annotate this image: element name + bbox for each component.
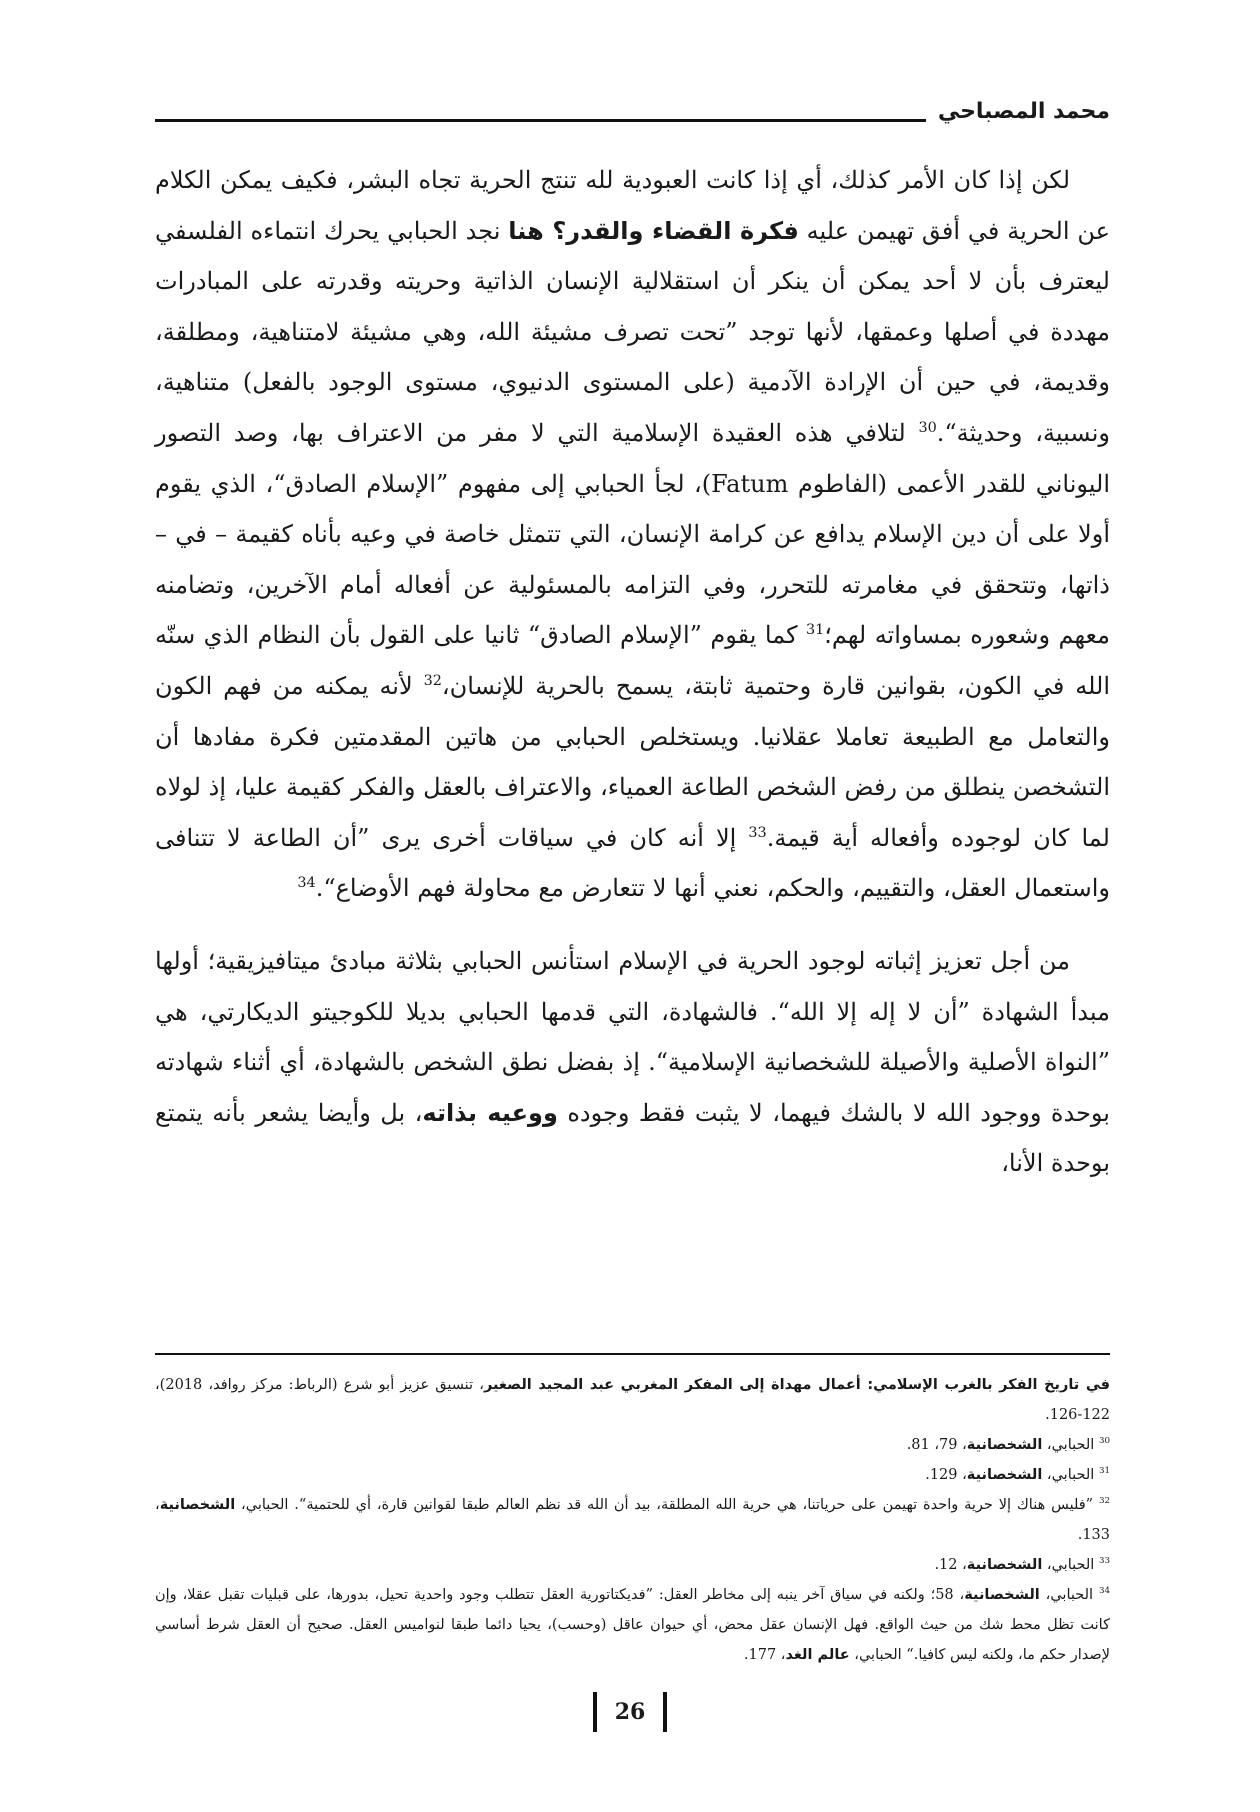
running-header <box>155 86 1110 126</box>
footnote-ref: 30 <box>918 419 937 436</box>
footnote-31 <box>155 1460 1110 1490</box>
bold-text: عالم الغد <box>785 1647 850 1663</box>
text-run: كما يقوم ”الإسلام الصادق“ ثانيا على القول بأن النظام الذي سنّه الله في الكون، بقوانين قارة وحتمية ثابتة، يسمح بالحرية للإنسان، <box>155 621 1111 700</box>
bold-text: الشخصانية <box>966 1467 1043 1483</box>
text-run: لكن إذا كان الأمر كذلك، أي إذا كانت العبودية لله تنتج الحرية تجاه البشر، فكيف يمكن الكلام عن الحرية في أفق تهيمن عليه <box>155 166 1110 245</box>
text-run: ، 58؛ ولكنه في سياق آخر ينبه إلى مخاطر العقل: ”فديكتاتورية العقل تتطلب وجود واحدية تحيل، بدورها، على قبليات تقبل عقلا، وإن كانت تظل محط شك من حيث الواقع. فهل الإنسان عقل محض، أي حيوان عاقل (وحسب)، يحيا دائما طبقا لنواميس العقل. صحيح أن العقل شرط أساسي لإصدار حكم ما، ولكنه ليس كافيا.“ الحبابي، <box>155 1587 1110 1663</box>
bold-text: ووعيه بذاته <box>422 1098 558 1127</box>
footnote-ref: 30 <box>1098 1436 1110 1447</box>
text-run: ، 129. <box>925 1467 967 1483</box>
footnote-34 <box>155 1580 1110 1670</box>
bold-text: الشخصانية <box>964 1587 1040 1603</box>
footnote-ref: 31 <box>805 622 825 639</box>
text-run: الحبابي، <box>1042 1467 1099 1483</box>
footnote-ref: 33 <box>1098 1556 1110 1567</box>
page-number: 26 <box>614 1699 646 1725</box>
text-run: ، 79، 81. <box>906 1437 967 1453</box>
page-number-bar-right <box>663 1692 667 1732</box>
footnote-33 <box>155 1550 1110 1580</box>
footnote-32 <box>155 1490 1110 1550</box>
text-run: ، بل وأيضا يشعر بأنه يتمتع بوحدة الأنا، <box>155 1098 1110 1178</box>
text-run: ”فليس هناك إلا حرية واحدة تهيمن على حرياتنا، هي حرية الله المطلقة، بيد أن الله قد نظم العالم طبقا لقوانين قارة، أي للحتمية“. الحبابي، <box>235 1497 1099 1513</box>
footnotes <box>155 1370 1110 1670</box>
footnote-ref: 31 <box>1098 1466 1110 1477</box>
bold-text: فكرة القضاء والقدر؟ هنا <box>508 216 799 245</box>
text-run: لأنه يمكنه من فهم الكون والتعامل مع الطبيعة تعاملا عقلانيا. ويستخلص الحبابي من هاتين المقدمتين فكرة مفادها أن التشخصن ينطلق من رفض الشخص الطاعة العمياء، والاعتراف بالعقل والفكر كقيمة عليا، إذ لولاه لما كان لوجوده وأفعاله أية قيمة. <box>155 671 1110 852</box>
bold-text: الشخصانية <box>966 1437 1043 1453</box>
text-run: ، 177. <box>743 1647 786 1663</box>
bold-text: الشخصانية <box>966 1557 1043 1573</box>
text-run: نجد الحبابي يحرك انتماءه الفلسفي ليعترف بأن لا أحد يمكن أن ينكر أن استقلالية الإنسان الذاتية وحريته وقدرته على المبادرات مهددة في أصلها وعمقها، لأنها توجد ”تحت تصرف مشيئة الله، وهي مشيئة لامتناهية، ومطلقة، وقديمة، في حين أن الإرادة الآدمية (على المستوى الدنيوي، مستوى الوجود بالفعل) متناهية، ونسبية، وحديثة“. <box>155 216 1110 447</box>
text-run: ، 133. <box>155 1497 1110 1543</box>
paragraph <box>155 155 1110 914</box>
footnote-ref: 32 <box>423 672 442 689</box>
text-run: ، 12. <box>934 1557 967 1573</box>
text-run: إلا أنه كان في سياقات أخرى يرى ”أن الطاعة لا تتنافى واستعمال العقل، والتقييم، والحكم، نعني أنها لا تتعارض مع محاولة فهم الأوضاع“. <box>155 823 1110 903</box>
text-run: الحبابي، <box>1042 1437 1099 1453</box>
text-run: الحبابي، <box>1039 1587 1099 1603</box>
text-run: الحبابي، <box>1042 1557 1099 1573</box>
footnote-separator <box>155 1353 1110 1355</box>
bold-text: الشخصانية <box>159 1497 236 1513</box>
header-rule <box>155 119 926 122</box>
footnote-ref: 32 <box>1098 1496 1110 1507</box>
footnote-ref: 34 <box>297 875 316 892</box>
main-text <box>155 155 1110 1189</box>
footnote-continuation <box>155 1370 1110 1430</box>
footnote-ref: 34 <box>1098 1586 1110 1597</box>
text-run: من أجل تعزيز إثباته لوجود الحرية في الإسلام استأنس الحبابي بثلاثة مبادئ ميتافيزيقية؛ أولها مبدأ الشهادة ”أن لا إله إلا الله“. فالشهادة، التي قدمها الحبابي بديلا للكوجيتو الديكارتي، هي ”النواة الأصلية والأصيلة للشخصانية الإسلامية“. إذ بفضل نطق الشخص بالشهادة، أي أثناء شهادته بوحدة ووجود الله لا بالشك فيهما، لا يثبت فقط وجوده <box>155 946 1110 1127</box>
paragraph <box>155 936 1110 1189</box>
running-header-author: محمد المصباحي <box>937 99 1110 124</box>
text-run: لتلافي هذه العقيدة الإسلامية التي لا مفر من الاعتراف بها، وصد التصور اليوناني للقدر الأعمى (الفاطوم Fatum)، لجأ الحبابي إلى مفهوم ”الإسلام الصادق“، الذي يقوم أولا على أن دين الإسلام يدافع عن كرامة الإنسان، التي تتمثل خاصة في وعيه بأناه كقيمة – في – ذاتها، وتتحقق في مغامرته للتحرر، وفي التزامه بالمسئولية عن أفعاله أمام الآخرين، وتضامنه معهم وشعوره بمساواته لهم؛ <box>155 418 1110 650</box>
bold-text: في تاريخ الفكر بالغرب الإسلامي: أعمال مهداة إلى المفكر المغربي عبد المجيد الصغير <box>483 1377 1110 1393</box>
page-number-block <box>590 1690 670 1734</box>
footnote-ref: 33 <box>748 824 767 841</box>
footnote-30 <box>155 1430 1110 1460</box>
text-run: ، تنسيق عزيز أبو شرع (الرباط: مركز روافد، 2018)، 122-126. <box>155 1377 1110 1423</box>
